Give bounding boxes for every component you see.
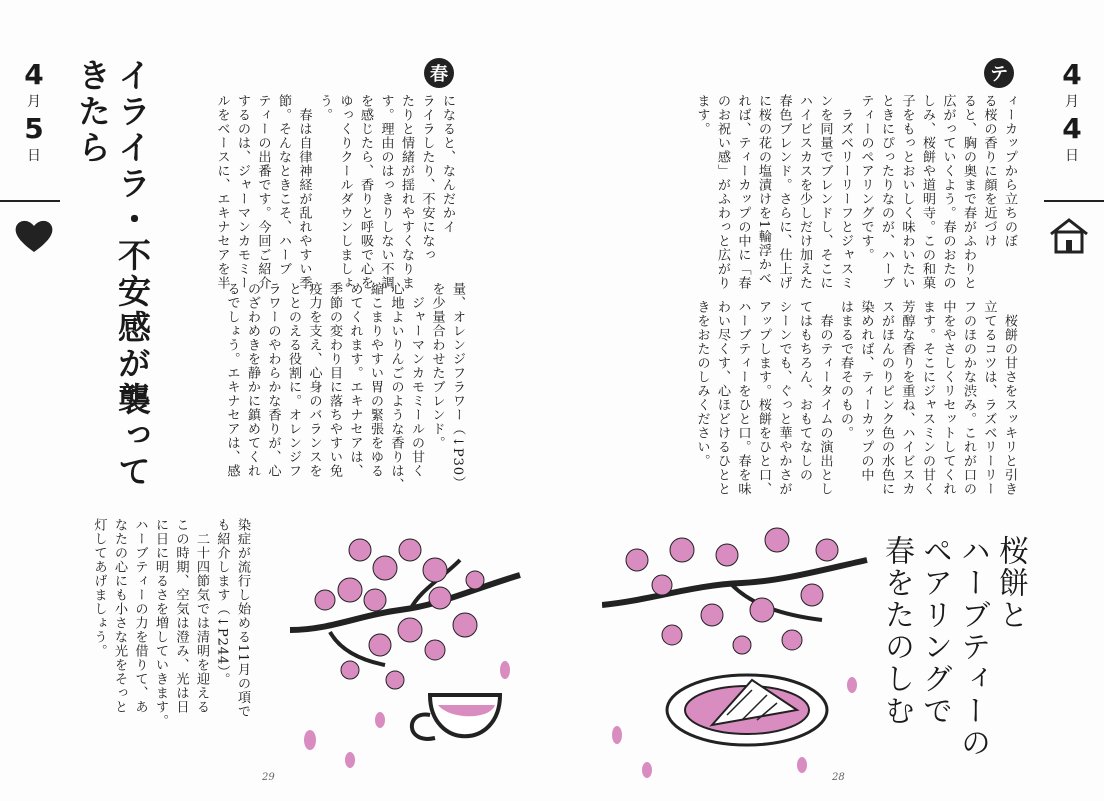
month-unit: 月 (27, 94, 41, 110)
page-number: 29 (262, 772, 275, 783)
heart-icon (14, 218, 54, 254)
day-unit: 日 (27, 148, 41, 164)
month-number: 4 (1062, 58, 1082, 91)
body-column-1: になると、なんだかイ ライラしたり、不安になっ たりと情緒が揺れやすくなりま す。理由のはっきりしない不調 を感じたら、香りと呼吸で心を ゆっくりクールダウンしましょ う。 春は自律神経が乱れやすい季 節。そんなときこそ、ハーブ ティーの出番です。今回ご紹介 するのは、ジャーマンカモミー ルをベースに、エキナセアを半 (214, 94, 455, 290)
month-unit: 月 (1065, 94, 1079, 110)
body-column-3: 染症が流行し始める11月の項で も紹介します（↓P244）。 二十四節気では清明を迎える この時期、空気は澄み、光は日 に日に明るさを増していきます。 ハーブティーの力を借りて、あ なたの心にも小さな光をそっと 灯してあげましょう。 (91, 518, 250, 728)
page-title: イライラ・不安感が襲ってきたら (73, 58, 152, 490)
date-divider (1044, 200, 1104, 202)
sakura-mochi-illustration (602, 525, 872, 780)
cherry-blossom-tea-illustration (290, 520, 525, 780)
day-number: 5 (24, 112, 44, 145)
house-icon (1048, 216, 1090, 254)
page-title: 桜餅と ハーブティーの ペアリングで 春をたのしむ (879, 535, 1028, 759)
date-divider (0, 200, 60, 202)
drop-initial: テ (984, 58, 1014, 88)
body-column-2: 桜餅の甘さをスッキリと引き 立てるコツは、ラズベリーリー フのほのかな渋み。これが口の 中をやさしくリセットしてくれ ます。そこにジャスミンの甘く 芳醇な香りを重ね、ハイビスカ スがほんのりピンク色の水色に 染めれば、ティーカップの中 はまるで春そのもの。 春のティータイムの演出とし てはもちろん、おもてなしの シーンでも、ぐっと華やかさが アップします。桜餅をひと口、 ハーブティーをひと口。春を味 わい尽くす、心ほどけるひとと きをおたのしみください。 (694, 300, 1017, 496)
month-number: 4 (24, 58, 44, 91)
body-column-2: 量、オレンジフラワー（↓P30） を少量合わせたブレンド。 ジャーマンカモミールの甘く 心地よいりんごのような香りは、 縮こまりやすい胃の緊張をゆる めてくれます。エキナセアは、 季節の変わり目に落ちやすい免 疫力を支え、心身のバランスを ととのえる役割に。オレンジフ ラワーのやわらかな香りが、心 のざわめきを静かに鎮めてくれ るでしょう。エキナセアは、感 (224, 282, 465, 492)
right-page (552, 0, 1104, 801)
date-block-left (8, 58, 60, 166)
day-number: 4 (1062, 112, 1082, 145)
day-unit: 日 (1065, 148, 1079, 164)
page-number: 28 (832, 772, 845, 783)
body-column-1: ィーカップから立ちのぼ る桜の香りに顔を近づけ ると、胸の奥まで春がふわりと 広がっていくよう。春のおたの しみ、桜餅や道明寺。この和菓 子をもっとおいしく味わいたい ときにぴったりなのが、ハーブ ティーのペアリングです。 ラズベリーリーフとジャスミ ンを同量でブレンドし、そこに ハイビスカスを少しだけ加えた 春色ブレンド。さらに、仕上げ に桜の花の塩漬けを1輪浮かべ れば、ティーカップの中に「春 のお祝い感」がふわっと広がり ます。 (694, 94, 1017, 290)
date-block-right (1046, 58, 1098, 166)
drop-initial: 春 (424, 58, 454, 88)
